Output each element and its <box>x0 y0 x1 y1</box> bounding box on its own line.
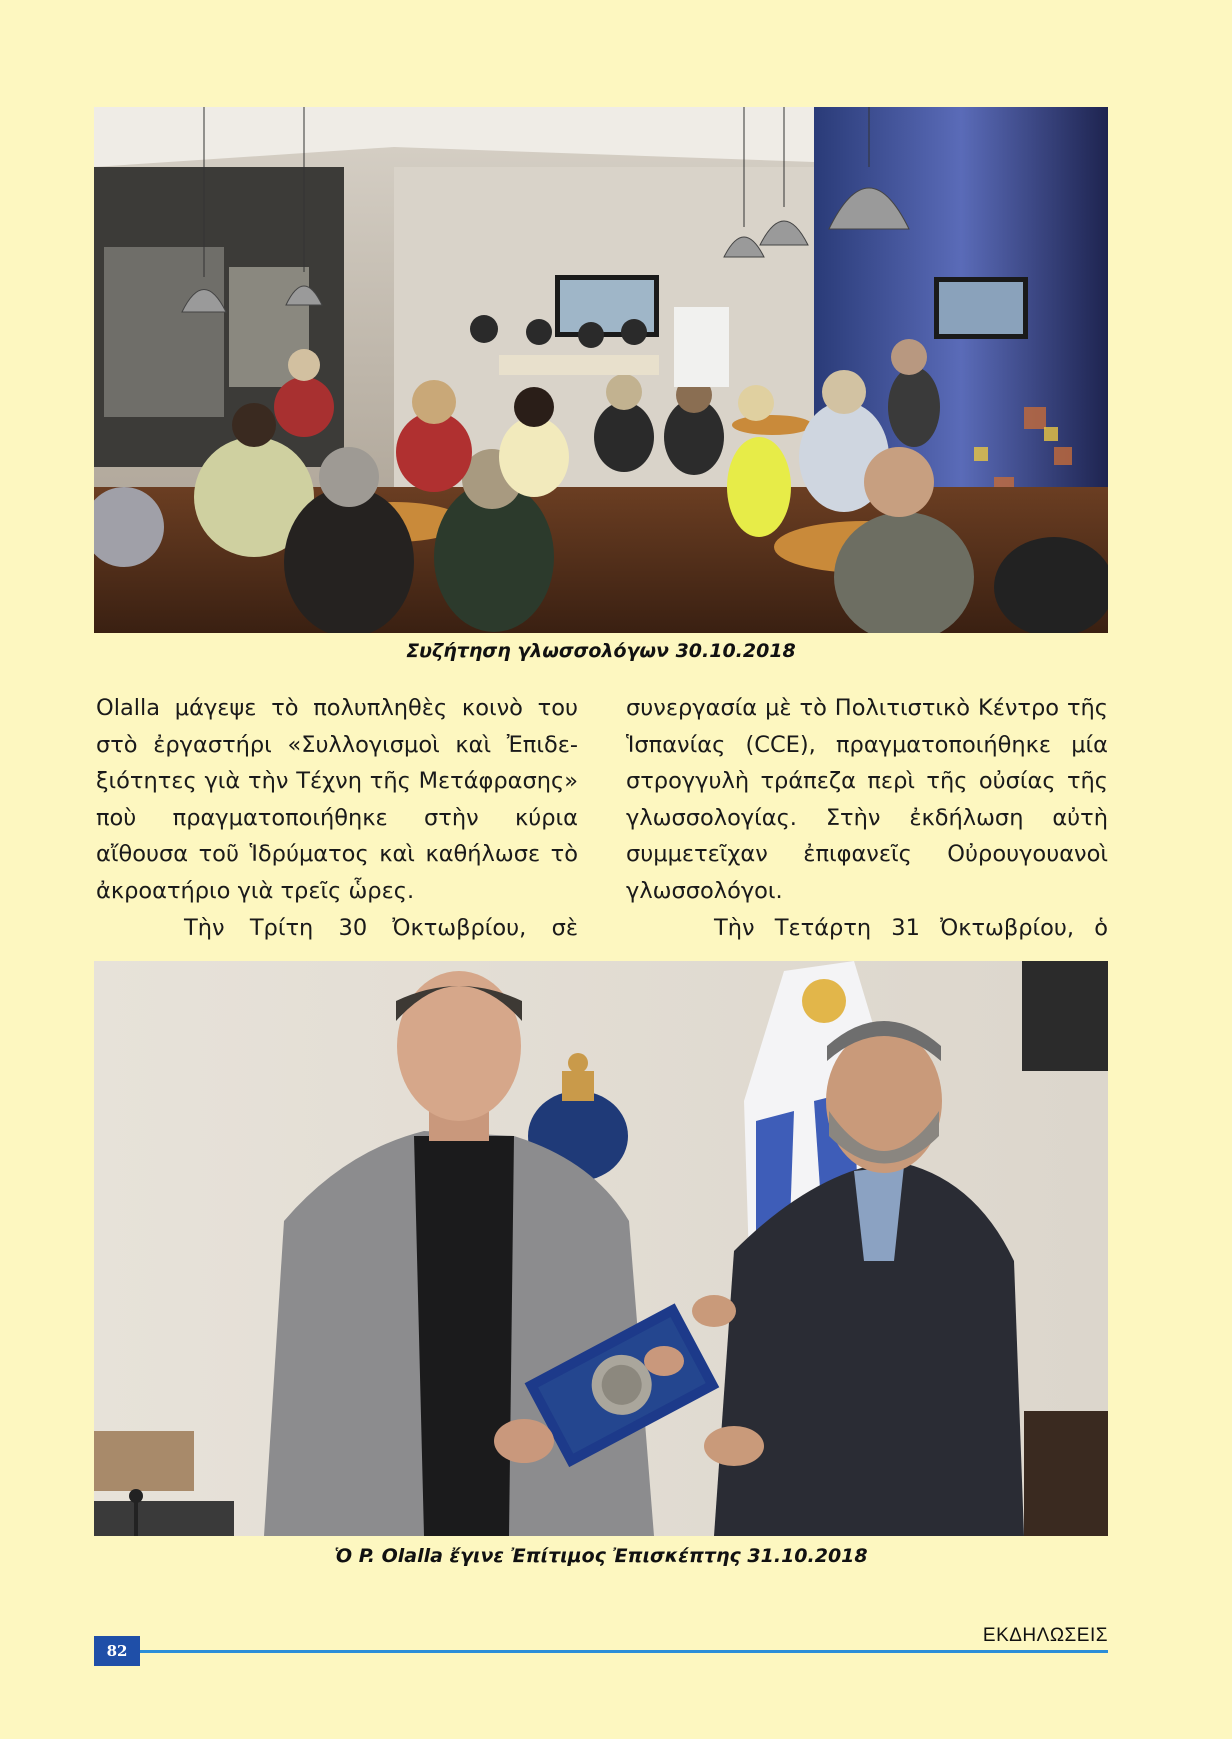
left-text-column <box>96 690 578 946</box>
text-line: γλωσσολόγοι. <box>626 877 783 904</box>
text-line: στὸ ἐργαστήρι «Συλλογισμοὶ καὶ Ἐπιδε- <box>96 731 578 758</box>
discussion-photo <box>94 107 1108 633</box>
text-line-indent: Τὴν Τρίτη 30 Ὀκτωβρίου, σὲ <box>184 914 578 941</box>
text-line: ξιότητες γιὰ τὴν Τέχνη τῆς Μετάφρασης» <box>96 768 578 795</box>
text-line: ποὺ πραγματοποιήθηκε στὴν κύρια <box>96 804 578 831</box>
honorary-visitor-photo <box>94 961 1108 1536</box>
right-text-column <box>626 690 1108 946</box>
footer-rule <box>140 1650 1108 1653</box>
top-photo-caption: Συζήτηση γλωσσολόγων 30.10.2018 <box>406 640 796 662</box>
section-label: ΕΚΔΗΛΩΣΕΙΣ <box>982 1625 1108 1646</box>
text-line: αἴθουσα τοῦ Ἱδρύματος καὶ καθήλωσε τὸ <box>96 841 578 868</box>
text-line: συμμετεῖχαν ἐπιφανεῖς Οὐρουγουανοὶ <box>626 841 1108 868</box>
text-line: συνεργασία μὲ τὸ Πολιτιστικὸ Κέντρο τῆς <box>626 695 1108 721</box>
text-line: γλωσσολογίας. Στὴν ἐκδήλωση αὐτὴ <box>626 804 1108 831</box>
text-line: Ἱσπανίας (CCE), πραγματοποιήθηκε μία <box>626 731 1108 758</box>
text-line-indent: Τὴν Τετάρτη 31 Ὀκτωβρίου, ὁ <box>714 914 1108 941</box>
text-line: στρογγυλὴ τράπεζα περὶ τῆς οὐσίας τῆς <box>626 768 1108 795</box>
bottom-photo-caption: Ὁ P. Olalla ἔγινε Ἐπίτιμος Ἐπισκέπτης 31.10.2018 <box>334 1545 868 1567</box>
text-line: Olalla μάγεψε τὸ πολυπληθὲς κοινὸ του <box>96 695 578 721</box>
page-number: 82 <box>94 1636 140 1666</box>
text-line: ἀκροατήριο γιὰ τρεῖς ὧρες. <box>96 877 415 904</box>
